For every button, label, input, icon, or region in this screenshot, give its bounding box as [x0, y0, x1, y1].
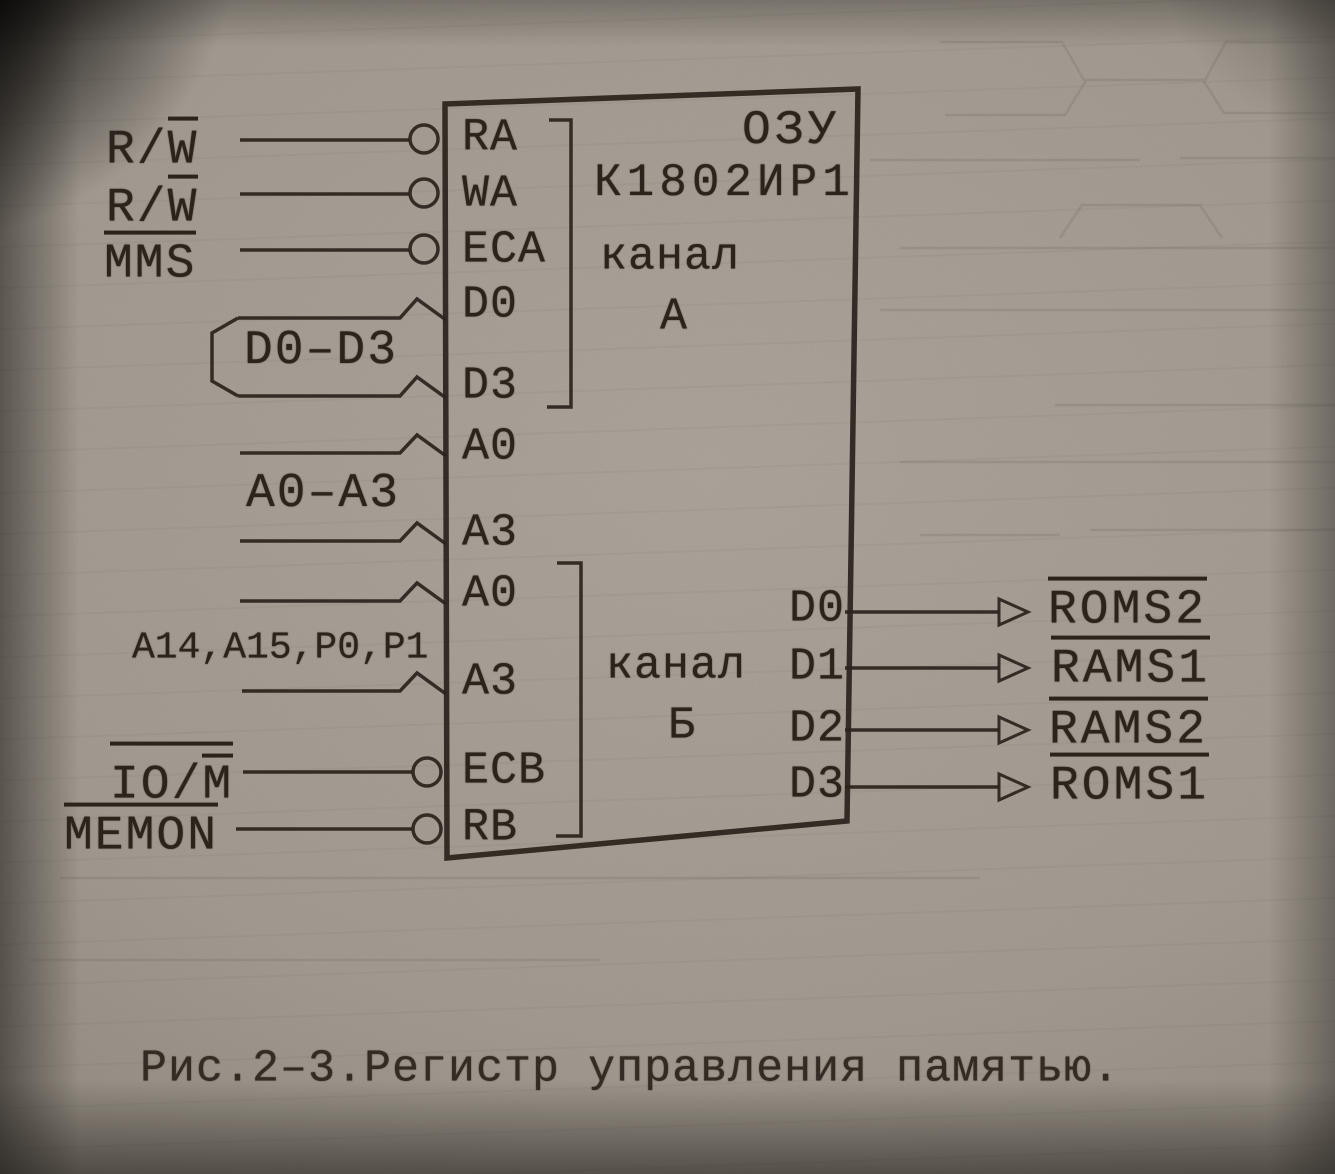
addr-bus-a-top-line: [240, 435, 446, 456]
channel-b-word: канал: [606, 640, 747, 692]
chip-part-number: К1802ИР1: [594, 157, 855, 210]
output-label-rams2: [1049, 697, 1208, 758]
pin-d0-out: D0: [788, 583, 845, 635]
pin-ra: RA: [462, 112, 519, 164]
pin-d3-out: D3: [788, 759, 845, 811]
arrowhead-icon: [999, 717, 1028, 743]
inversion-bubble-icon: [410, 179, 438, 207]
channel-a-word: канал: [600, 231, 741, 283]
arrowhead-icon: [999, 599, 1028, 625]
channel-a-letter: А: [660, 291, 689, 343]
signal-text-overlined: MEMON: [64, 803, 218, 862]
addr-bus-a-bottom-line: [240, 523, 446, 544]
pin-d2-out: D2: [788, 703, 845, 755]
channel-a-bracket: [547, 120, 571, 407]
signal-text-overlined: W: [168, 117, 199, 176]
pin-a3-b: A3: [462, 656, 519, 708]
pin-a0-a: A0: [462, 421, 519, 473]
signal-text-overlined: RAMS2: [1049, 697, 1208, 756]
signal-text: R/: [106, 181, 168, 236]
channel-b-bracket: [556, 563, 581, 836]
signal-label-memon: [64, 803, 218, 864]
chip-type-label: ОЗУ: [742, 104, 841, 159]
bus-label-a14-a15-p0-p1: A14,A15,P0,P1: [132, 626, 429, 670]
pin-rb: RB: [462, 802, 519, 854]
data-bus-top-line: [238, 299, 446, 320]
data-bus-left-bracket: [212, 318, 238, 396]
inversion-bubble-icon: [410, 235, 438, 263]
pin-d0-a: D0: [462, 279, 519, 331]
addr-bus-b-top-line: [240, 583, 446, 604]
channel-b-letter: Б: [668, 700, 697, 752]
inversion-bubble-icon: [410, 125, 438, 153]
pin-a3-a: A3: [462, 507, 519, 559]
signal-text-overlined: W: [168, 175, 199, 234]
signal-text: R/: [106, 123, 168, 178]
signal-text-overlined: ROMS1: [1050, 753, 1209, 812]
pin-d1-out: D1: [788, 641, 845, 693]
data-bus-bottom-line: [238, 377, 446, 398]
signal-label-rw2: [106, 175, 198, 236]
signal-text-double-overlined: M: [202, 754, 233, 811]
bus-label-d0-d3: D0–D3: [244, 324, 399, 379]
output-label-rams1: [1051, 636, 1210, 697]
addr-bus-b-bottom-line: [242, 673, 446, 694]
signal-text-overlined: ROMS2: [1048, 577, 1207, 636]
output-label-roms1: [1050, 753, 1209, 814]
arrowhead-icon: [999, 774, 1028, 800]
figure-caption: Рис.2–3.Регистр управления памятью.: [140, 1043, 1121, 1095]
pin-ecb: ECB: [462, 745, 547, 797]
arrowhead-icon: [999, 655, 1028, 681]
inversion-bubble-icon: [413, 758, 441, 786]
signal-text-overlined: RAMS1: [1051, 636, 1210, 695]
pin-d3-a: D3: [462, 360, 519, 412]
signal-label-mms: [104, 231, 196, 292]
bus-label-a0-a3: A0–A3: [246, 467, 401, 522]
pin-a0-b: A0: [462, 568, 519, 620]
signal-label-rw1: [106, 117, 198, 178]
output-label-roms2: [1048, 577, 1207, 638]
pin-eca: ECA: [462, 224, 547, 276]
inversion-bubble-icon: [413, 815, 441, 843]
signal-text-overlined: [110, 742, 233, 811]
signal-text-overlined: MMS: [104, 231, 196, 290]
pin-wa: WA: [462, 168, 519, 220]
signal-text: IO/: [110, 758, 203, 813]
